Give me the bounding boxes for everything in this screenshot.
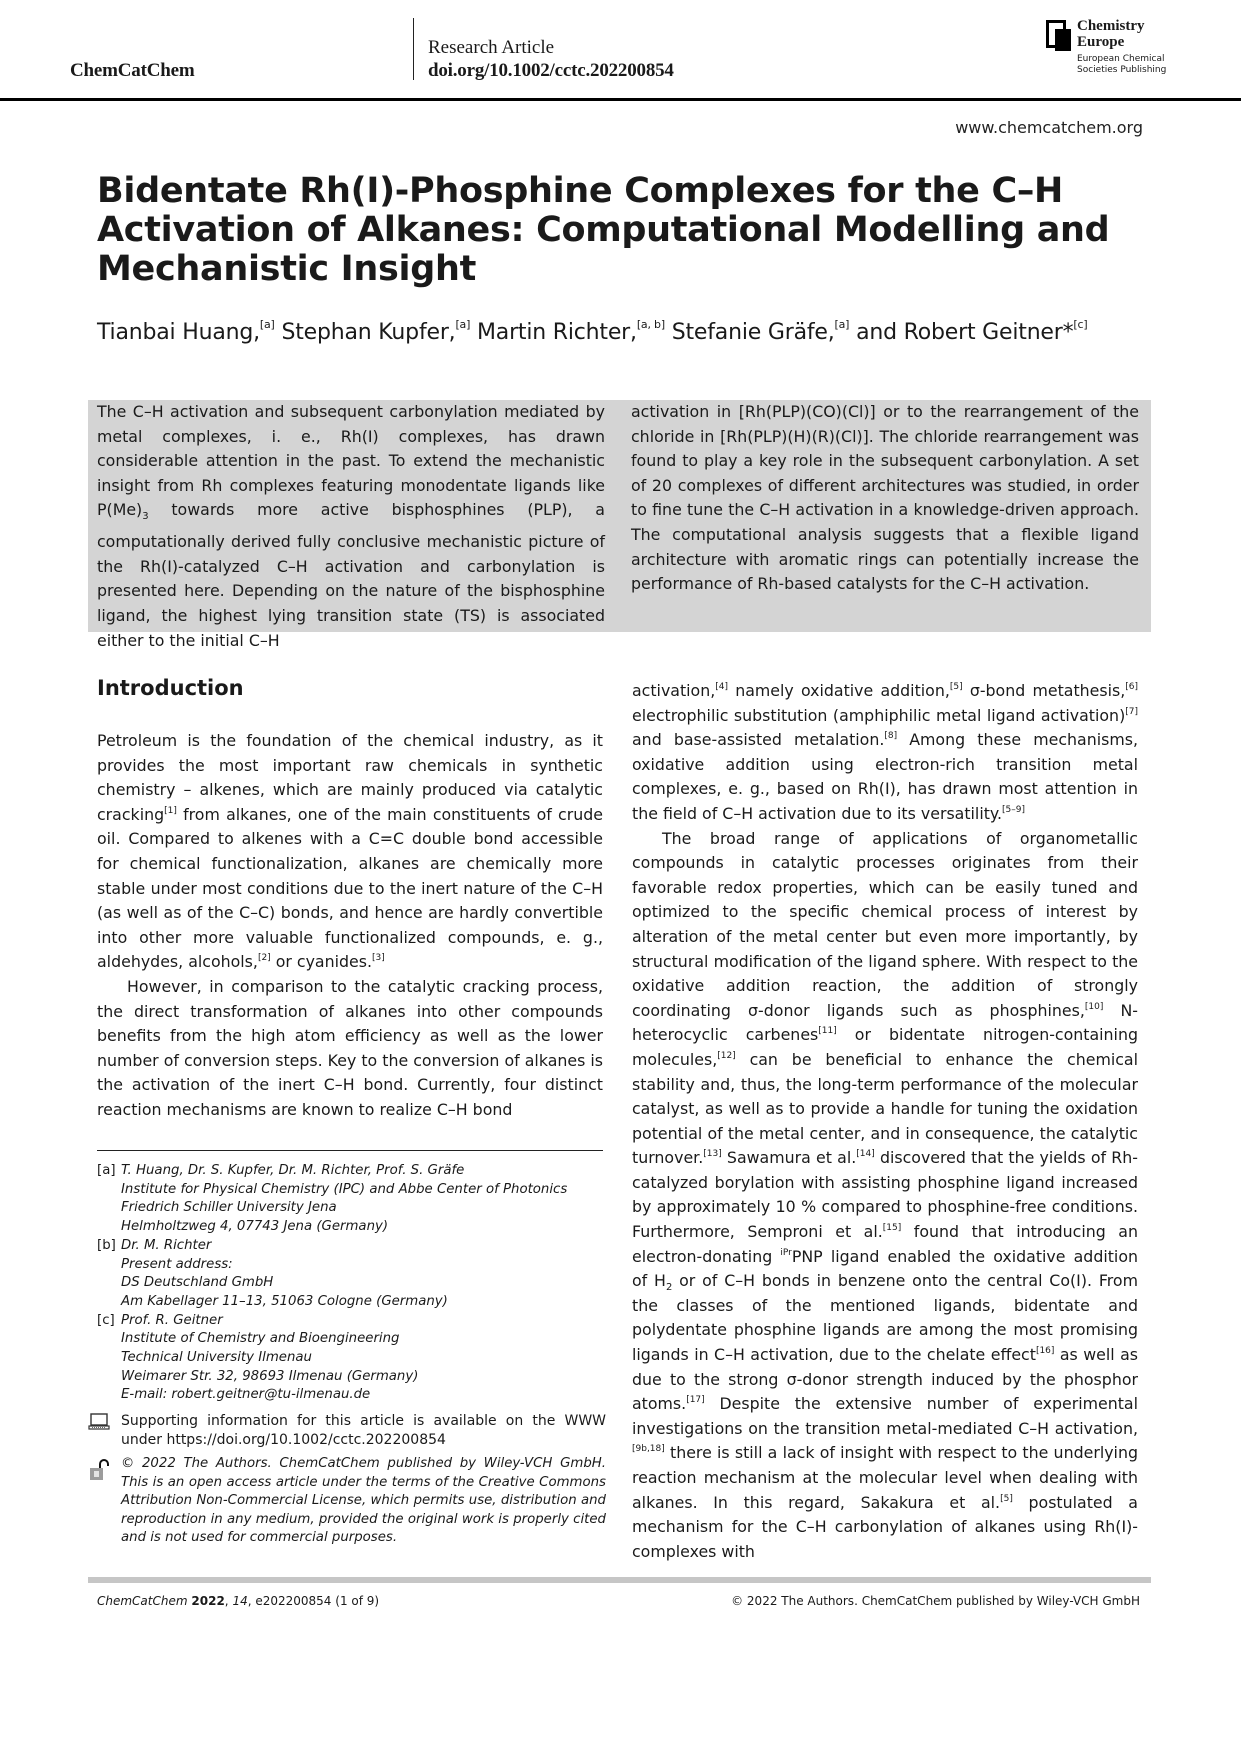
header-rule xyxy=(0,98,1241,101)
paragraph: However, in comparison to the catalytic cracking process, the direct transformation of alkanes into other compounds benefits from the high atom efficiency as well as the lower number of conversion steps. Key to the conversion of alkanes is the activation of the inert C–H bond. Currently, four distinct reaction mechanisms are known to realize C–H bond xyxy=(97,976,603,1119)
footer-citation: ChemCatChem 2022, 14, e202200854 (1 of 9) xyxy=(97,1594,380,1608)
author: Martin Richter,[a, b] xyxy=(477,318,665,345)
paragraph: The broad range of applications of organometallic compounds in catalytic processes originates from their favorable redox properties, which can be easily tuned and optimized to the specific chemical process of interest by alteration of the metal center but even more importantly, by structural modification of the ligand sphere. With respect to the oxidative addition reaction, the addition of strongly coordinating σ-donor ligands such as phosphines,[10] N-heterocyclic carbenes[11] or bidentate nitrogen-containing molecules,[12] can be beneficial to enhance the chemical stability and, thus, the long-term performance of the molecular catalyst, as well as to provide a handle for tuning the oxidation potential of the metal center, and in consequence, the catalytic turnover.[13] Sawamura et al.[14] discovered that the yields of Rh-catalyzed borylation with assisting phosphine ligand increased by approximately 10 % compared to phosphine-free conditions. Furthermore, Semproni et al.[15] found that introducing an electron-donating $^{iPr}$PNP ligand enabled the oxidative addition of $H_2$ or of C–H bonds in benzene onto the central Co(I). From the classes of the mentioned ligands, bidentate and polydentate phosphine ligands are among the most promising ligands in C–H activation, due to the chelate effect[16] as well as due to the strong σ-donor strength induced by the phosphor atoms.[17] Despite the extensive number of experimental investigations on the transition metal-mediated C–H activation,[9b,18] there is still a lack of insight with respect to the underlying reaction mechanism at the molecular level when dealing with alkanes. In this regard, Sakakura et al.[5] postulated a mechanism for the C–H carbonylation of alkanes using Rh(I)-complexes with xyxy=(632,828,1138,1561)
citation[interactable]: [6] xyxy=(1125,682,1138,692)
article-type: Research Article xyxy=(428,37,555,58)
citation[interactable]: [5] xyxy=(1000,1493,1013,1504)
affiliation-ref: [a, b] xyxy=(636,318,665,331)
citation[interactable]: [5–9] xyxy=(1002,804,1026,815)
citation[interactable]: [17] xyxy=(686,1395,705,1406)
logo-subtitle-line1: European Chemical xyxy=(1077,54,1165,64)
email-link[interactable]: E-mail: robert.geitner@tu-ilmenau.de xyxy=(121,1387,371,1403)
affiliation-b: [b] Dr. M. Richter Present address: DS Deutschland GmbH Am Kabellager 11–13, 51063 Cologne (Germany) xyxy=(97,1237,448,1309)
abstract-right-column: activation in [Rh(PLP)(CO)(Cl)] or to the rearrangement of the chloride in [Rh(PLP)(H)(R)(Cl)]. The chloride rearrangement was found to play a key role in the subsequent carbonylation. A set of 20 complexes of different architectures was studied, in order to fine tune the C–H activation in a knowledge-driven approach. The computational analysis suggests that a flexible ligand architecture with aromatic rings can potentially increase the performance of Rh-based catalysts for the C–H activation. xyxy=(631,402,1139,594)
citation[interactable]: [14] xyxy=(856,1149,875,1160)
citation[interactable]: [5] xyxy=(949,682,963,692)
citation[interactable]: [7] xyxy=(1125,706,1138,717)
abstract-left-column: The C–H activation and subsequent carbonylation mediated by metal complexes, i. e., Rh(I) complexes, has drawn considerable attention in the past. To extend the mechanistic insight from Rh complexes featuring monodentate ligands like $P(Me)_3$ towards more active bisphosphines (PLP), a computationally derived fully conclusive mechanistic picture of the Rh(I)-catalyzed C–H activation and carbonylation is presented here. Depending on the nature of the bisphosphine ligand, the highest lying transition state (TS) is associated either to the initial C–H xyxy=(97,402,605,650)
affiliation-c: [c] Prof. R. Geitner Institute of Chemistry and Bioengineering Technical University Ilmenau Weimarer Str. 32, 98693 Ilmenau (Germany) E-mail: robert.geitner@tu-ilmenau.de xyxy=(97,1312,607,1406)
open-access-note xyxy=(88,1455,606,1548)
author: Tianbai Huang,[a] xyxy=(97,318,275,345)
header-divider xyxy=(413,18,414,80)
supporting-info-note xyxy=(88,1412,606,1450)
logo-title-line1: Chemistry xyxy=(1077,18,1145,34)
logo-title xyxy=(1077,18,1145,50)
doi-link[interactable]: doi.org/10.1002/cctc.202200854 xyxy=(428,60,674,81)
logo-subtitle-line2: Societies Publishing xyxy=(1077,65,1167,75)
author-list xyxy=(97,318,1087,345)
citation[interactable]: [12] xyxy=(717,1050,736,1061)
citation[interactable]: [9b,18] xyxy=(632,1444,665,1455)
citation[interactable]: [8] xyxy=(884,731,898,742)
citation[interactable]: [4] xyxy=(715,682,729,692)
laptop-icon xyxy=(88,1413,110,1431)
citation[interactable]: [15] xyxy=(882,1223,902,1234)
logo-subtitle xyxy=(1077,54,1166,76)
paragraph: Petroleum is the foundation of the chemical industry, as it provides the most important raw chemicals in synthetic chemistry – alkenes, which are mainly produced via catalytic cracking[1] from alkanes, one of the main constituents of crude oil. Compared to alkenes with a C=C double bond accessible for chemical functionalization, alkanes are chemically more stable under most conditions due to the inert nature of the C–H (as well as of the C–C) bonds, and hence are hardly convertible into other more valuable functionalized compounds, e. g., aldehydes, alcohols,[2] or cyanides.[3] xyxy=(97,731,603,972)
citation[interactable]: [1] xyxy=(164,805,177,816)
ligand-prefix: iPr xyxy=(780,1247,792,1258)
chemistry-europe-logo xyxy=(1046,18,1171,83)
supporting-info-text[interactable]: Supporting information for this article is available on the WWW under https://doi.org/10.1002/cctc.202200854 xyxy=(121,1413,606,1448)
open-access-text: © 2022 The Authors. ChemCatChem published by Wiley-VCH GmbH. This is an open access article under the terms of the Creative Commons Attribution Non-Commercial License, which permits use, distribution and reproduction in any medium, provided the original work is properly cited and is not used for commercial purposes. xyxy=(121,1456,606,1546)
affiliation-a: [a] T. Huang, Dr. S. Kupfer, Dr. M. Richter, Prof. S. Gräfe Institute for Physical Chemistry (IPC) and Abbe Center of Photonics Friedrich Schiller University Jena Helmholtzweg 4, 07743 Jena (Germany) xyxy=(97,1163,568,1235)
open-lock-icon xyxy=(90,1459,110,1481)
citation[interactable]: [13] xyxy=(703,1149,722,1160)
journal-website-link[interactable]: www.chemcatchem.org xyxy=(955,118,1143,137)
logo-mark-icon xyxy=(1046,20,1072,50)
author: Stephan Kupfer,[a] xyxy=(281,318,471,345)
section-heading-introduction: Introduction xyxy=(97,676,244,700)
logo-title-line2: Europe xyxy=(1077,34,1125,50)
affiliation-ref: [a] xyxy=(834,318,850,331)
paper-title: Bidentate Rh(I)-Phosphine Complexes for the C–H Activation of Alkanes: Computational Modelling and Mechanistic Insight xyxy=(97,171,1110,289)
footer-bar xyxy=(88,1577,1151,1583)
citation[interactable]: [11] xyxy=(818,1026,837,1037)
citation[interactable]: [2] xyxy=(257,953,271,964)
citation[interactable]: [16] xyxy=(1035,1346,1055,1357)
abstract-box xyxy=(88,400,1151,650)
body-right-column xyxy=(632,679,1138,1564)
author: Stefanie Gräfe,[a] xyxy=(671,318,850,345)
affiliation-ref: [a] xyxy=(259,318,275,331)
citation[interactable]: [3] xyxy=(372,953,385,964)
footer-copyright: © 2022 The Authors. ChemCatChem published by Wiley-VCH GmbH xyxy=(731,1594,1140,1608)
paragraph: activation,[4] namely oxidative addition,[5] σ-bond metathesis,[6] electrophilic substitution (amphiphilic metal ligand activation)[7] and base-assisted metalation.[8] Among these mechanisms, oxidative addition using electron-rich transition metal complexes, e. g., based on Rh(I), has drawn most attention in the field of C–H activation due to its versatility.[5–9] xyxy=(632,681,1138,823)
affiliations xyxy=(97,1162,607,1405)
journal-name: ChemCatChem xyxy=(70,60,195,81)
author-corresponding: and Robert Geitner*[c] xyxy=(856,318,1088,345)
affiliation-ref: [a] xyxy=(455,318,471,331)
body-left-column xyxy=(97,729,603,1123)
citation[interactable]: [10] xyxy=(1084,1001,1104,1012)
affiliation-ref: [c] xyxy=(1073,318,1088,331)
footnote-divider xyxy=(97,1150,603,1151)
